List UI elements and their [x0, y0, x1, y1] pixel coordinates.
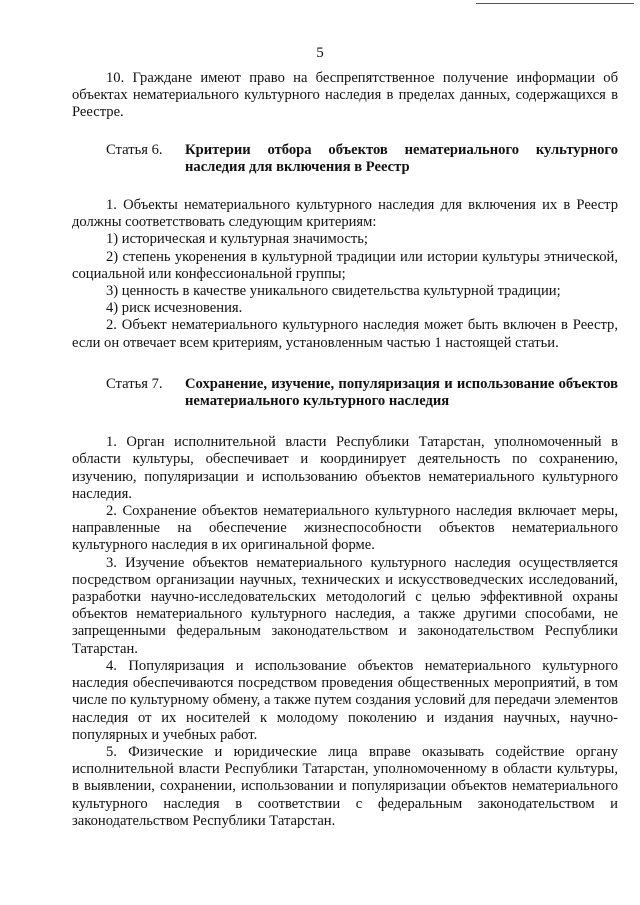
article-6-heading — [72, 142, 618, 176]
paragraph-intro-10: 10. Граждане имеют право на беспрепятственное получение информации об объектах нематериального культурного наследия в пределах данных, содержащихся в Реестре. — [72, 70, 618, 121]
article-6-criterion: 3) ценность в качестве уникального свидетельства культурной традиции; — [106, 283, 561, 300]
article-6-label: Статья 6. — [106, 141, 163, 158]
article-7-label: Статья 7. — [106, 375, 163, 392]
article-7-paragraph: 3. Изучение объектов нематериального культурного наследия осуществляется посредством организации научных, технических и искусствоведческих исследований, разработки научно-исследовательских методологий с целью эффективной охраны объектов нематериального культурного наследия, а также другими способами, не запрещенными федеральным законодательством и законодательством Республики Татарстан. — [72, 554, 618, 657]
document-body — [72, 70, 618, 830]
article-7-paragraph: 1. Орган исполнительной власти Республики Татарстан, уполномоченный в области культуры, обеспечивает и координирует деятельность по сохранению, изучению, популяризации и использованию объектов нематериального культурного наследия. — [72, 434, 618, 502]
article-7-paragraph: 2. Сохранение объектов нематериального культурного наследия включает меры, направленные на обеспечение жизнеспособности объектов нематериального культурного наследия в их оригинальной форме. — [72, 503, 618, 554]
article-6-title: Критерии отбора объектов нематериального культурного наследия для включения в Реестр — [185, 141, 618, 175]
article-6-criterion: 1) историческая и культурная значимость; — [106, 231, 368, 248]
article-7-paragraph: 4. Популяризация и использование объектов нематериального культурного наследия обеспечиваются посредством проведения общественных мероприятий, в том числе по культурному обмену, а также путем создания условий для передачи элементов наследия от их носителей к молодому поколению и издания научных, научно-популярных и учебных работ. — [72, 657, 618, 743]
article-7-paragraph: 5. Физические и юридические лица вправе оказывать содействие органу исполнительной власти Республики Татарстан, уполномоченному в области культуры, в выявлении, сохранении, использовании и популяризации объектов нематериального культурного наследия в соответствии с федеральным законодательством и законодательством Республики Татарстан. — [72, 743, 618, 829]
article-6-paragraph: 2. Объект нематериального культурного наследия может быть включен в Реестр, если он отвечает всем критериям, установленным частью 1 настоящей статьи. — [72, 317, 618, 351]
top-rule — [476, 3, 634, 4]
article-6-criterion: 2) степень укоренения в культурной традиции или истории культуры этнической, социальной или конфессиональной группы; — [72, 248, 618, 282]
page-number: 5 — [316, 45, 324, 61]
article-6-criterion: 4) риск исчезновения. — [106, 300, 243, 317]
article-7-heading — [72, 376, 618, 410]
article-7-title: Сохранение, изучение, популяризация и использование объектов нематериального культурного наследия — [185, 375, 618, 410]
article-6-paragraph: 1. Объекты нематериального культурного наследия для включения их в Реестр должны соответствовать следующим критериям: — [72, 197, 618, 231]
